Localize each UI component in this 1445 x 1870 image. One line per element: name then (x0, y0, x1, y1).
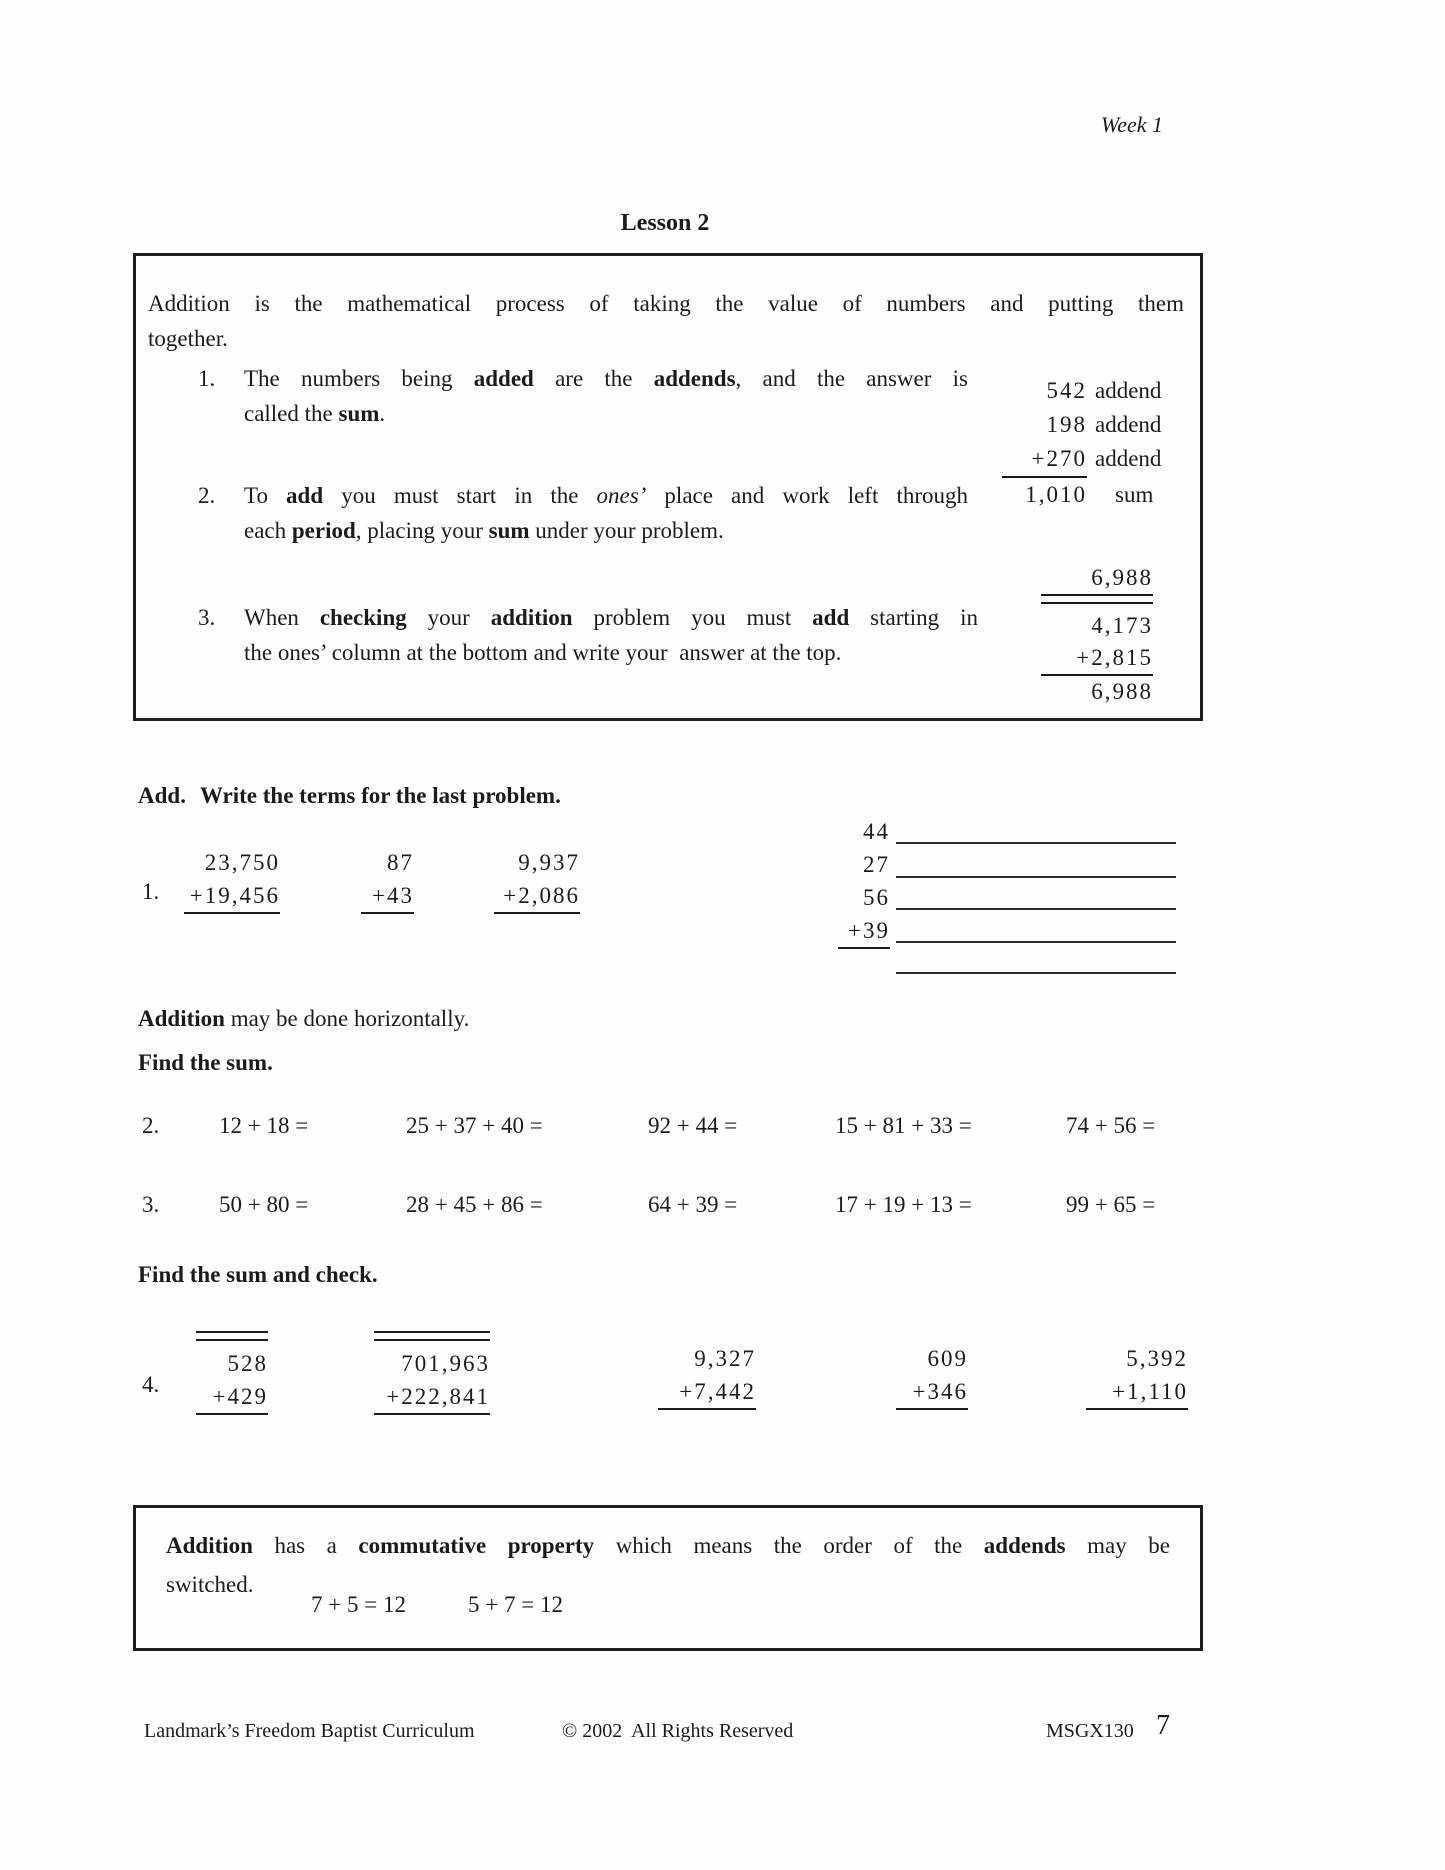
commutative-box (133, 1505, 1203, 1651)
item2-seg: , placing your (355, 518, 489, 543)
intro-paragraph (148, 286, 1184, 356)
item3-seg: problem you must (572, 605, 813, 630)
check-problem-4e (1086, 1342, 1188, 1410)
item2-text (244, 478, 968, 548)
section1-heading-lead: Add. (138, 783, 186, 808)
check-example (1041, 562, 1153, 708)
double-rule (1041, 594, 1153, 604)
commutative-seg: may be (1065, 1533, 1170, 1558)
horizontal-problem: 74 + 56 = (1066, 1113, 1156, 1138)
intro-paragraph-line2: together. (148, 326, 228, 351)
item2-seg: you must start in the (323, 483, 597, 508)
problem2-number: 2. (142, 1113, 160, 1138)
item3-bold-addition: addition (490, 605, 573, 630)
example-row (1002, 374, 1161, 408)
item2-italic-ones: ones’ (596, 483, 647, 508)
answer-blank-line (896, 842, 1176, 844)
intro-paragraph-line1: Addition is the mathematical process of taking the value of numbers and putting them (148, 291, 1184, 316)
problem-top-addend: 701,963 (401, 1351, 490, 1376)
intro-box (133, 253, 1203, 721)
addend-label: addend (1095, 378, 1162, 403)
commutative-bold-addends: addends (983, 1533, 1066, 1558)
item2-bold-sum: sum (488, 518, 530, 543)
footer-page-number: 7 (1156, 1710, 1170, 1741)
commutative-text (166, 1528, 1170, 1602)
example-row (1002, 442, 1161, 478)
item1-line1 (244, 361, 968, 396)
check-problem-4a (196, 1331, 268, 1415)
answer-blank-line (896, 972, 1176, 974)
terms-addend: +39 (838, 914, 890, 949)
item1-seg: The numbers being (244, 366, 474, 391)
problem-bottom-addend: +7,442 (658, 1375, 756, 1410)
item3-line1 (244, 600, 978, 635)
addend-value: +270 (1002, 442, 1087, 478)
problem-top-addend: 9,937 (518, 850, 580, 875)
problem4-number: 4. (142, 1372, 160, 1397)
lesson-title: Lesson 2 (620, 210, 710, 236)
terms-addend: 44 (863, 819, 890, 844)
item3-number: 3. (198, 605, 216, 630)
problem-bottom-addend: +346 (896, 1375, 968, 1410)
sum-value: 1,010 (1025, 482, 1087, 507)
problem3-number: 3. (142, 1192, 160, 1217)
item2-bold-period: period (291, 518, 356, 543)
answer-blank-line (896, 908, 1176, 910)
item3-text (244, 600, 978, 670)
section1-heading (138, 783, 561, 809)
item1-seg: . (379, 401, 386, 426)
item2-number: 2. (198, 483, 216, 508)
problem-bottom-addend: +43 (361, 879, 414, 914)
addition-problem-1a (184, 846, 280, 914)
commutative-bold-property: commutative property (358, 1533, 595, 1558)
check-problem-4c (658, 1342, 756, 1410)
item2-seg: under your problem. (529, 518, 724, 543)
addend-label: addend (1095, 412, 1162, 437)
addition-problem-1b (361, 846, 414, 914)
item2-bold-add: add (286, 483, 324, 508)
problem-bottom-addend: +222,841 (374, 1380, 490, 1415)
horizontal-problem: 17 + 19 + 13 = (835, 1192, 972, 1217)
check-problem-4b (374, 1331, 490, 1415)
problem-top-addend: 9,327 (694, 1346, 756, 1371)
check-addend-bottom: +2,815 (1041, 642, 1153, 676)
horizontal-problem: 28 + 45 + 86 = (406, 1192, 543, 1217)
horizontal-problem: 25 + 37 + 40 = (406, 1113, 543, 1138)
problem-bottom-addend: +2,086 (494, 879, 580, 914)
problem-bottom-addend: +429 (196, 1380, 268, 1415)
equation-2: 5 + 7 = 12 (468, 1592, 563, 1617)
item2-seg: place and work left through (646, 483, 968, 508)
terms-addend: 56 (863, 885, 890, 910)
find-sum-check-heading: Find the sum and check. (138, 1262, 378, 1287)
item3-bold-checking: checking (319, 605, 407, 630)
item3-line2: the ones’ column at the bottom and write your answer at the top. (244, 640, 842, 665)
week-label: Week 1 (1100, 112, 1163, 137)
horizontal-problem: 92 + 44 = (648, 1113, 738, 1138)
item2-seg: To (244, 483, 287, 508)
problem-top-addend: 609 (927, 1346, 968, 1371)
addition-problem-1c (494, 846, 580, 914)
commutative-line2: switched. (166, 1572, 254, 1597)
commutative-bold-addition: Addition (166, 1533, 253, 1558)
item1-line2 (244, 396, 968, 431)
item3-seg: your (406, 605, 491, 630)
item1-text (244, 361, 968, 431)
horizontal-note-rest: may be done horizontally. (224, 1006, 470, 1031)
answer-blank-line (896, 941, 1176, 943)
horizontal-note-lead: Addition (138, 1006, 225, 1031)
item1-seg: called the (244, 401, 339, 426)
commutative-seg: which means the order of the (594, 1533, 984, 1558)
horizontal-problem: 12 + 18 = (219, 1113, 309, 1138)
find-sum-heading: Find the sum. (138, 1050, 273, 1075)
problem-bottom-addend: +19,456 (184, 879, 280, 914)
terms-problem (838, 815, 890, 949)
item1-bold-added: added (473, 366, 534, 391)
horizontal-problem: 50 + 80 = (219, 1192, 309, 1217)
item1-number: 1. (198, 366, 216, 391)
double-rule (196, 1331, 268, 1341)
footer-publisher: Landmark’s Freedom Baptist Curriculum (144, 1720, 475, 1742)
example-row (1002, 478, 1161, 512)
commutative-line1 (166, 1528, 1170, 1563)
horizontal-note (138, 1006, 469, 1032)
item3-bold-add: add (812, 605, 850, 630)
check-answer: 6,988 (1091, 565, 1153, 590)
section1-heading-rest: Write the terms for the last problem. (199, 783, 561, 808)
problem1-number: 1. (142, 879, 160, 904)
problem-top-addend: 528 (227, 1351, 268, 1376)
footer-code: MSGX130 (1046, 1720, 1134, 1742)
problem-top-addend: 87 (387, 850, 414, 875)
footer-copyright: © 2002 All Rights Reserved (562, 1720, 794, 1742)
terms-addend: 27 (863, 852, 890, 877)
item3-seg: starting in (849, 605, 978, 630)
item2-line2 (244, 513, 968, 548)
horizontal-problem: 15 + 81 + 33 = (835, 1113, 972, 1138)
item3-seg: When (244, 605, 320, 630)
item2-seg: each (244, 518, 292, 543)
check-problem-4d (896, 1342, 968, 1410)
item1-bold-sum: sum (338, 401, 380, 426)
answer-blank-line (896, 876, 1176, 878)
example-row (1002, 408, 1161, 442)
addend-label: addend (1095, 446, 1162, 471)
horizontal-problem: 99 + 65 = (1066, 1192, 1156, 1217)
problem-top-addend: 5,392 (1126, 1346, 1188, 1371)
item1-bold-addends: addends (653, 366, 736, 391)
problem-bottom-addend: +1,110 (1086, 1375, 1188, 1410)
item1-seg: , and the answer is (735, 366, 968, 391)
commutative-seg: has a (252, 1533, 359, 1558)
sum-label: sum (1115, 482, 1154, 507)
problem-top-addend: 23,750 (204, 850, 280, 875)
check-addend-top: 4,173 (1091, 613, 1153, 638)
addend-value: 542 (1046, 378, 1087, 403)
item2-line1 (244, 478, 968, 513)
double-rule (374, 1331, 490, 1341)
equation-1: 7 + 5 = 12 (311, 1592, 406, 1617)
item1-seg: are the (533, 366, 654, 391)
addend-sum-example (1002, 374, 1161, 512)
horizontal-problem: 64 + 39 = (648, 1192, 738, 1217)
addend-value: 198 (1046, 412, 1087, 437)
check-sum: 6,988 (1091, 679, 1153, 704)
